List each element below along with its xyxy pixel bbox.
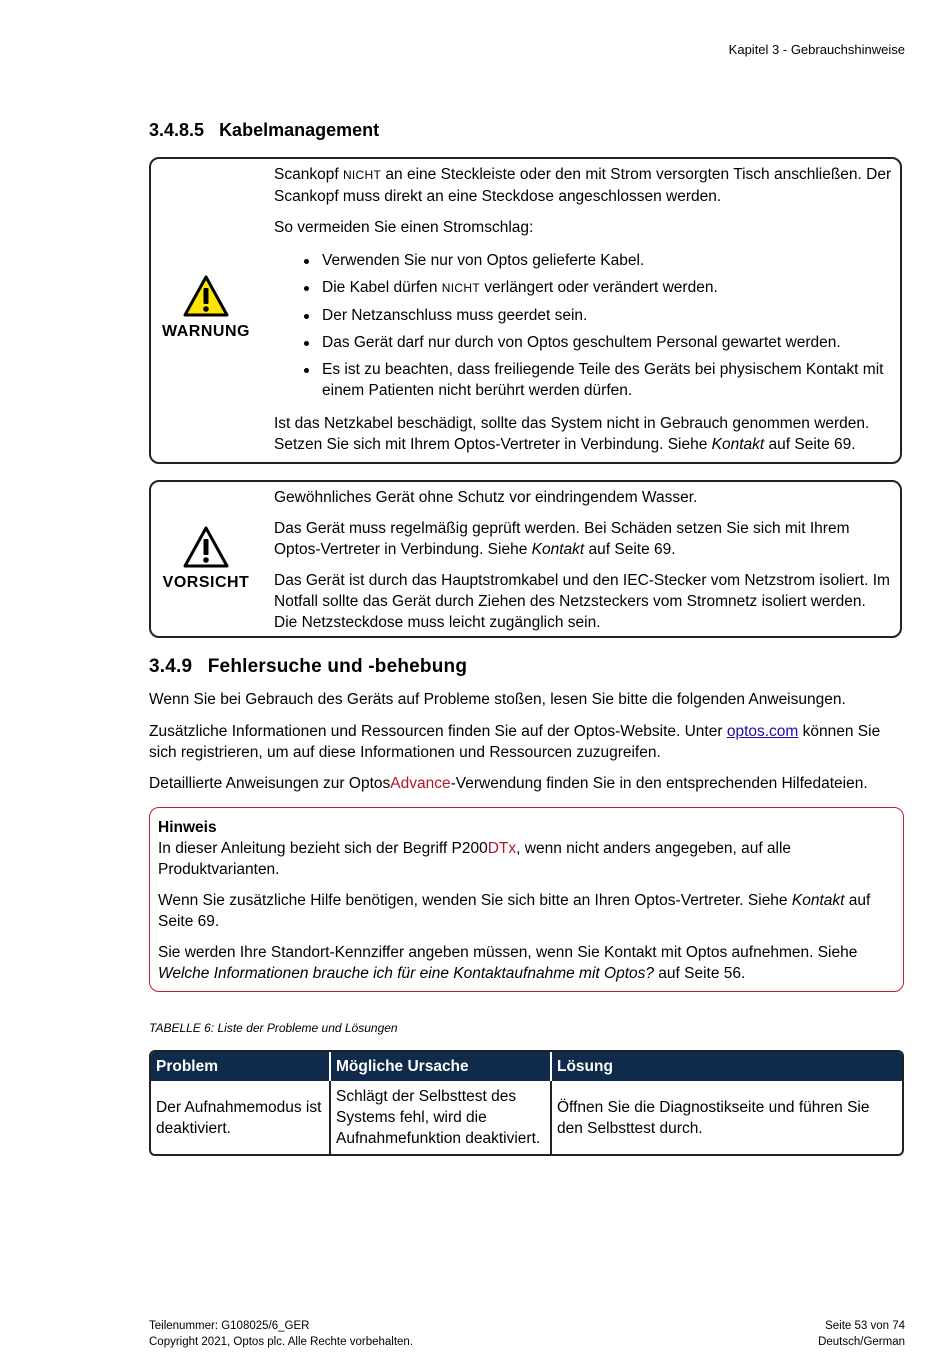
contact-info-link[interactable]: Welche Informationen brauche ich für eine Kontaktaufnahme mit Optos?: [158, 965, 654, 982]
warning-bullet-list: [274, 250, 892, 401]
table-cell: Schlägt der Selbsttest des Systems fehl, wird die Aufnahmefunktion deaktiviert.: [330, 1081, 551, 1154]
body-paragraph: Detaillierte Anweisungen zur OptosAdvance-Verwendung finden Sie in den entsprechenden Hilfedateien.: [149, 775, 868, 792]
note-title: Hinweis: [158, 819, 217, 836]
caution-paragraph: Das Gerät ist durch das Hauptstromkabel und den IEC-Stecker vom Netzstrom isoliert. Im Notfall sollte das Gerät durch Ziehen des Netzsteckers vom Stromnetz isoliert werden. Die Netzsteckdose muss leicht zugänglich sein.: [274, 572, 890, 631]
table-cell: Der Aufnahmemodus ist deaktiviert.: [151, 1081, 330, 1154]
note-paragraph: In dieser Anleitung bezieht sich der Begriff P200DTx, wenn nicht anders angegeben, auf alle Produktvarianten.: [158, 840, 792, 878]
section-number: 3.4.9: [149, 656, 193, 677]
warning-symbol: [151, 275, 261, 341]
table-caption: TABELLE 6: Liste der Probleme und Lösungen: [149, 1021, 398, 1035]
kontakt-link[interactable]: Kontakt: [711, 436, 765, 453]
warning-triangle-icon: [183, 275, 229, 317]
section-heading-fehlersuche: [149, 656, 467, 678]
problem-table: [149, 1050, 904, 1156]
warning-content: [274, 164, 892, 465]
footer-left: [149, 1318, 413, 1350]
copyright: Copyright 2021, Optos plc. Alle Rechte vorbehalten.: [149, 1336, 414, 1348]
warning-paragraph: Ist das Netzkabel beschädigt, sollte das System nicht in Gebrauch genommen werden. Setzen Sie sich mit Ihrem Optos-Vertreter in Verbindung. Siehe Kontakt auf Seite 69.: [274, 415, 870, 453]
warning-paragraph: Scankopf NICHT an eine Steckleiste oder den mit Strom versorgten Tisch anschließen. Der Scankopf muss direkt an eine Steckdose angeschlossen werden.: [274, 166, 892, 205]
running-header: Kapitel 3 - Gebrauchshinweise: [728, 42, 905, 57]
section-heading-kabelmanagement: [149, 120, 379, 141]
warning-box: [149, 157, 902, 464]
kontakt-link[interactable]: Kontakt: [531, 541, 585, 558]
list-item: Es ist zu beachten, dass freiliegende Teile des Geräts bei physischem Kontakt mit einem Patienten nicht berührt werden dürfen.: [322, 359, 892, 401]
body-paragraph: Wenn Sie bei Gebrauch des Geräts auf Probleme stoßen, lesen Sie bitte die folgenden Anweisungen.: [149, 691, 846, 708]
optos-website-link[interactable]: optos.com: [726, 723, 799, 740]
list-item: Verwenden Sie nur von Optos gelieferte Kabel.: [322, 250, 892, 271]
table-header-row: [151, 1052, 902, 1081]
footer-right: [818, 1318, 905, 1350]
table-row: [151, 1081, 902, 1154]
caution-content: [274, 487, 892, 643]
column-header: Mögliche Ursache: [330, 1052, 551, 1081]
caution-box: [149, 480, 902, 638]
column-header: Lösung: [551, 1052, 902, 1081]
list-item: Das Gerät darf nur durch von Optos geschultem Personal gewartet werden.: [322, 332, 892, 353]
caution-paragraph: Das Gerät muss regelmäßig geprüft werden. Bei Schäden setzen Sie sich mit Ihrem Optos-Vertreter in Verbindung. Siehe Kontakt auf Seite 69.: [274, 520, 850, 558]
note-paragraph: Sie werden Ihre Standort-Kennziffer angeben müssen, wenn Sie Kontakt mit Optos aufnehmen. Siehe Welche Informationen brauche ich für eine Kontaktaufnahme mit Optos? auf Seite 56.: [158, 944, 858, 982]
page-number: Seite 53 von 74: [825, 1320, 905, 1332]
warning-label: WARNUNG: [162, 323, 250, 340]
note-box: [149, 807, 904, 992]
section-number: 3.4.8.5: [149, 120, 205, 140]
caution-label: VORSICHT: [162, 574, 250, 591]
part-number: Teilenummer: G108025/6_GER: [149, 1320, 310, 1332]
caution-paragraph: Gewöhnliches Gerät ohne Schutz vor eindringendem Wasser.: [274, 489, 698, 506]
list-item: Der Netzanschluss muss geerdet sein.: [322, 305, 892, 326]
table-cell: Öffnen Sie die Diagnostikseite und führen Sie den Selbsttest durch.: [557, 1098, 870, 1137]
column-header: Problem: [151, 1052, 330, 1081]
note-paragraph: Wenn Sie zusätzliche Hilfe benötigen, wenden Sie sich bitte an Ihren Optos-Vertreter. Siehe Kontakt auf Seite 69.: [158, 892, 871, 930]
body-paragraph: Zusätzliche Informationen und Ressourcen finden Sie auf der Optos-Website. Unter optos.com können Sie sich registrieren, um auf diese Informationen und Ressourcen zuzugreifen.: [149, 723, 881, 761]
section-title: Kabelmanagement: [219, 120, 380, 140]
kontakt-link[interactable]: Kontakt: [791, 892, 845, 909]
language: Deutsch/German: [818, 1336, 905, 1348]
caution-symbol: [151, 526, 261, 592]
section-title: Fehlersuche und -behebung: [207, 656, 468, 677]
list-item: Die Kabel dürfen NICHT verlängert oder verändert werden.: [322, 277, 892, 299]
warning-paragraph: So vermeiden Sie einen Stromschlag:: [274, 219, 534, 236]
caution-triangle-icon: [183, 526, 229, 568]
